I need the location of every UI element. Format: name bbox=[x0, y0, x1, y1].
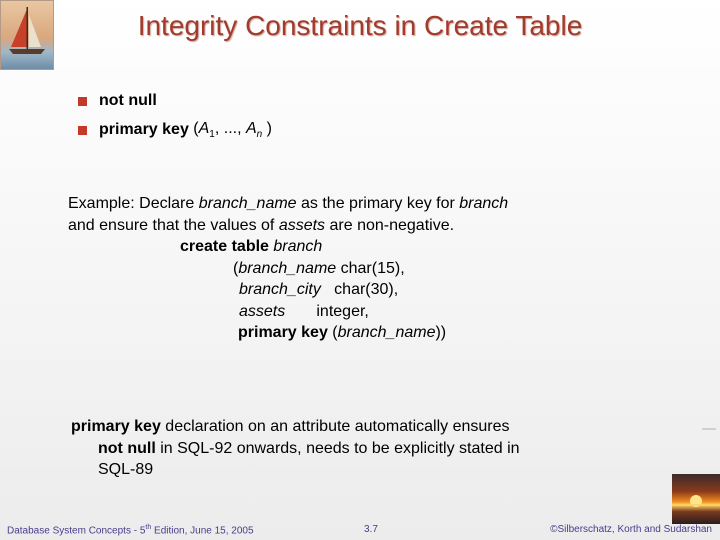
code-line-primary-key bbox=[68, 322, 508, 344]
example-attr: branch_name bbox=[198, 195, 297, 212]
footer-text: Edition, June 15, 2005 bbox=[151, 525, 254, 537]
sql-type: char(15), bbox=[336, 259, 405, 277]
example-line-1 bbox=[68, 193, 508, 215]
sql-paren: ( bbox=[327, 324, 338, 341]
footer-sup: th bbox=[145, 524, 152, 531]
code-line-assets bbox=[68, 301, 508, 323]
page-number: 3.7 bbox=[364, 524, 378, 535]
example-text: Example: Declare bbox=[68, 195, 199, 212]
example-line-2 bbox=[68, 215, 508, 237]
footer-left bbox=[7, 524, 254, 536]
sql-type: char(30), bbox=[320, 281, 399, 298]
bullet-square-icon bbox=[78, 97, 87, 106]
footer-right: ©Silberschatz, Korth and Sudarshan bbox=[550, 524, 712, 535]
sql-attr: branch_name bbox=[337, 324, 436, 341]
example-text: as the primary key for bbox=[296, 195, 460, 212]
note-line-3: SQL-89 bbox=[98, 461, 154, 478]
code-line-create bbox=[68, 236, 508, 258]
sql-relation: branch bbox=[273, 238, 323, 255]
note-block bbox=[71, 416, 520, 481]
sunset-icon bbox=[672, 474, 720, 524]
bullet-list bbox=[78, 90, 272, 148]
bullet-args: ($A_1$, ..., $A_n$ ) bbox=[188, 119, 272, 141]
sql-keyword: create table bbox=[180, 238, 274, 255]
sunset-logo bbox=[672, 474, 720, 524]
code-line-branch-city bbox=[68, 279, 508, 301]
sql-type: integer, bbox=[285, 302, 369, 320]
sql-attr: assets bbox=[239, 302, 286, 320]
bullet-square-icon bbox=[78, 126, 87, 135]
decorative-dash bbox=[702, 428, 716, 430]
example-relation: branch bbox=[459, 195, 509, 212]
bullet-primary-key bbox=[78, 119, 272, 141]
note-line-2 bbox=[71, 438, 520, 460]
note-keyword: not null bbox=[98, 439, 156, 457]
slide-title: Integrity Constraints in Create Table bbox=[137, 10, 583, 41]
sql-attr: branch_name bbox=[238, 259, 337, 277]
example-block bbox=[68, 193, 508, 344]
example-text: are non-negative. bbox=[325, 216, 455, 234]
footer-text: Database System Concepts - 5 bbox=[7, 525, 146, 537]
example-attr: assets bbox=[278, 216, 326, 234]
note-keyword: primary key bbox=[71, 418, 161, 435]
sql-paren: ( bbox=[233, 259, 239, 277]
code-line-branch-name bbox=[68, 258, 508, 280]
bullet-text: not null bbox=[99, 92, 157, 109]
sql-attr: branch_city bbox=[239, 281, 321, 298]
sql-paren: )) bbox=[435, 324, 447, 341]
example-text: and ensure that the values of bbox=[68, 216, 279, 234]
note-line-1 bbox=[71, 416, 520, 438]
sql-keyword: primary key bbox=[238, 324, 328, 341]
note-text: in SQL-92 onwards, needs to be explicitly stated in bbox=[155, 439, 520, 457]
bullet-not-null bbox=[78, 90, 272, 112]
bullet-text: primary key bbox=[99, 121, 189, 138]
note-text: declaration on an attribute automatically ensures bbox=[160, 418, 510, 435]
